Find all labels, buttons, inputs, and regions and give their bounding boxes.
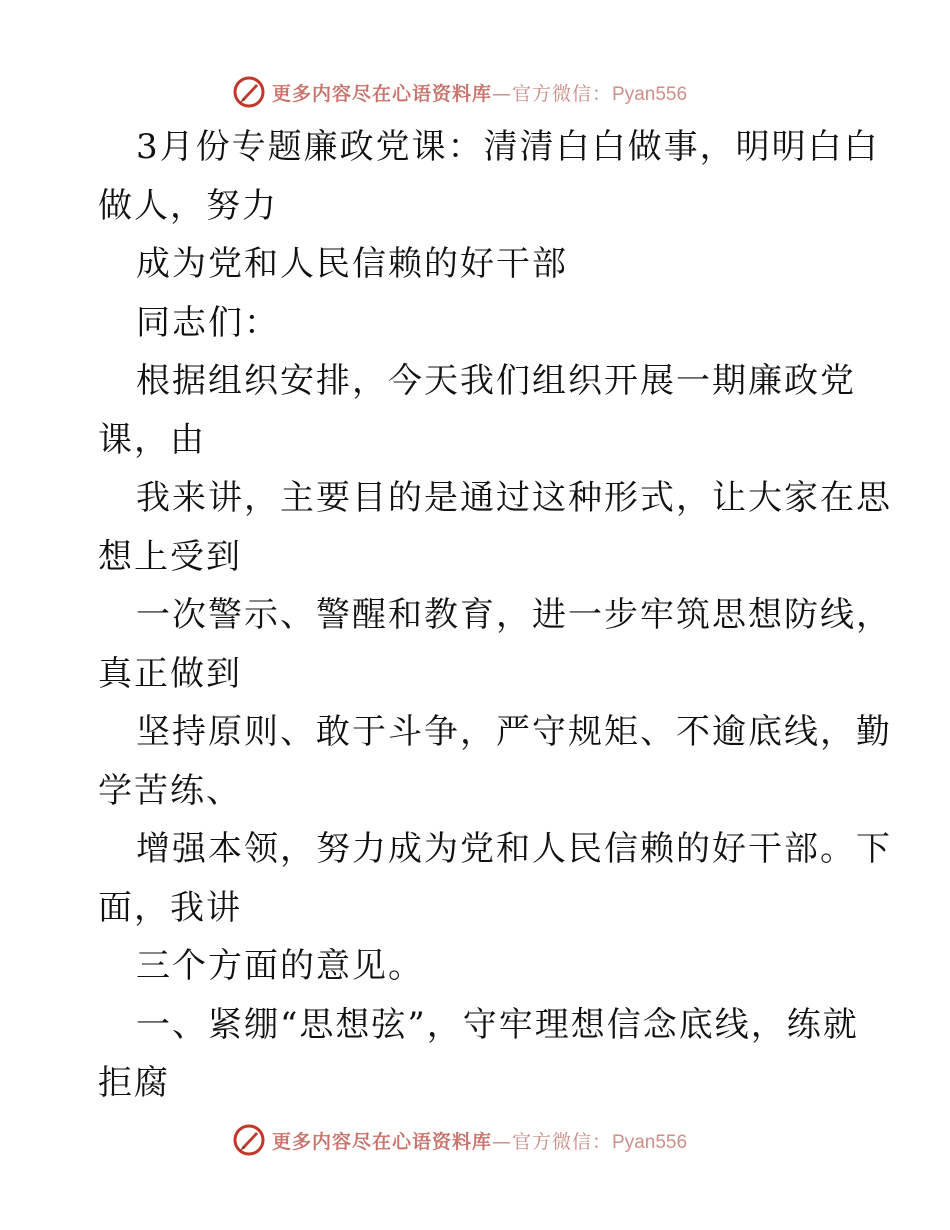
watermark-text (272, 79, 687, 106)
watermark-text (272, 1127, 687, 1154)
paragraph-line: 根据组织安排，今天我们组织开展一期廉政党 (136, 361, 856, 401)
watermark-separator: — (492, 82, 513, 105)
paragraph-line: 三个方面的意见。 (136, 946, 424, 986)
paragraph-line: 真正做到 (98, 653, 242, 694)
paragraph-line: 课，由 (98, 419, 206, 460)
paragraph-line: 增强本领，努力成为党和人民信赖的好干部。下 (136, 829, 892, 869)
paragraph-line: 同志们： (136, 302, 280, 343)
paragraph-line: 我来讲，主要目的是通过这种形式，让大家在思 (136, 478, 892, 518)
paragraph-line: 坚持原则、敢于斗争，严守规矩、不逾底线，勤 (136, 712, 892, 752)
paragraph-line: 做人，努力 (98, 185, 278, 226)
paragraph-line: 3月份专题廉政党课：清清白白做事，明明白白 (136, 127, 880, 167)
document-body (98, 118, 892, 1113)
paragraph-line: 想上受到 (98, 536, 242, 577)
watermark-wechat-id: Pyan556 (612, 83, 688, 105)
paragraph-line: 一、紧绷“思想弦”，守牢理想信念底线，练就 (136, 1004, 859, 1045)
header-watermark (232, 72, 752, 112)
watermark-brand: 更多内容尽在心语资料库 (272, 1130, 493, 1153)
paragraph-line: 成为党和人民信赖的好干部 (136, 244, 568, 284)
watermark-wechat-label: 官方微信： (512, 82, 613, 105)
paragraph-line: 学苦练、 (98, 770, 242, 811)
quill-pen-icon (232, 1123, 266, 1157)
quill-pen-icon (232, 75, 266, 109)
watermark-wechat-label: 官方微信： (512, 1130, 613, 1153)
paragraph-line: 一次警示、警醒和教育，进一步牢筑思想防线， (136, 595, 892, 635)
footer-watermark (232, 1120, 752, 1160)
paragraph-line: 面，我讲 (98, 887, 242, 928)
watermark-separator: — (492, 1130, 513, 1153)
paragraph-line: 拒腐 (98, 1063, 170, 1103)
watermark-brand: 更多内容尽在心语资料库 (272, 82, 493, 105)
watermark-wechat-id: Pyan556 (612, 1131, 688, 1153)
